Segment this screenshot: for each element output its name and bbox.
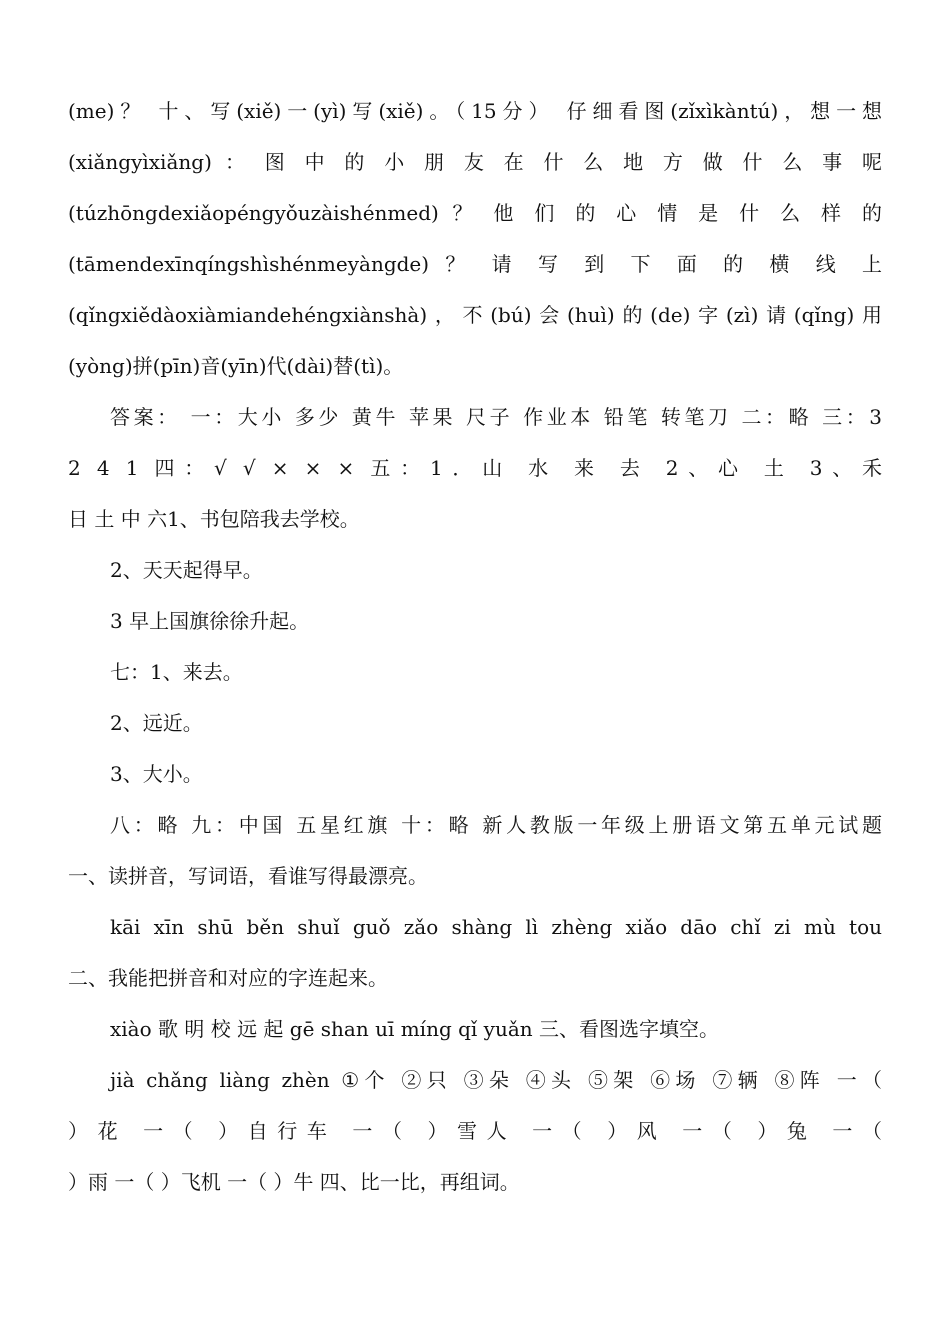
text-line-5: (qǐngxiědàoxiàmiandehéngxiànshà)，不(bú)会(huì)的(de)字(zì)请(qǐng)用: [68, 303, 882, 327]
text-line-6: (yòng)拼(pīn)音(yīn)代(dài)替(tì)。: [68, 354, 404, 378]
text-line-3: (túzhōngdexiǎopéngyǒuzàishénmed) ？ 他 们 的 心 情 是 什 么 样 的: [68, 201, 882, 225]
answer-line-6: 七：1、来去。: [110, 660, 243, 684]
fill-blank-line-3: ）雨 一（ ）飞机 一（ ）牛 四、比一比，再组词。: [68, 1170, 520, 1194]
fill-blank-line-1: jià chǎng liàng zhèn ①个 ②只 ③朵 ④头 ⑤架 ⑥场 ⑦辆 ⑧阵 一（: [110, 1068, 882, 1092]
text-line-2: (xiǎngyìxiǎng) ： 图 中 的 小 朋 友 在 什 么 地 方 做 什 么 事 呢: [68, 150, 882, 174]
section-heading-1: 一、读拼音，写词语，看谁写得最漂亮。: [68, 864, 428, 888]
answer-line-1: 答案： 一：大小 多少 黄牛 苹果 尺子 作业本 铅笔 转笔刀 二：略 三：3: [110, 405, 882, 429]
answer-line-2: 2 4 1 四：√ √ × × × 五：1．山 水 来 去 2、心 土 3、禾: [68, 456, 882, 480]
section-heading-2: 二、我能把拼音和对应的字连起来。: [68, 966, 388, 990]
text-line-4: (tāmendexīnqíngshìshénmeyàngde) ？ 请 写 到 下 面 的 横 线 上: [68, 252, 882, 276]
text-line-1: (me)？ 十、写(xiě)一(yì)写(xiě)。（15分） 仔细看图(zǐxìkàntú)，想一想: [68, 99, 882, 123]
pinyin-line: kāi xīn shū běn shuǐ guǒ zǎo shàng lì zhèng xiǎo dāo chǐ zi mù tou: [110, 915, 882, 939]
answer-line-3: 日 土 中 六1、书包陪我去学校。: [68, 507, 360, 531]
matching-line: xiào 歌 明 校 远 起 gē shan uī míng qǐ yuǎn 三、看图选字填空。: [110, 1017, 720, 1041]
answer-line-8: 3、大小。: [110, 762, 203, 786]
answer-line-5: 3 早上国旗徐徐升起。: [110, 609, 310, 633]
answer-line-9: 八：略 九：中国 五星红旗 十：略 新人教版一年级上册语文第五单元试题: [110, 813, 882, 837]
answer-line-4: 2、天天起得早。: [110, 558, 263, 582]
answer-line-7: 2、远近。: [110, 711, 203, 735]
fill-blank-line-2: ）花 一（ ）自行车 一（ ）雪人 一（ ）风 一（ ）兔 一（: [68, 1119, 882, 1143]
